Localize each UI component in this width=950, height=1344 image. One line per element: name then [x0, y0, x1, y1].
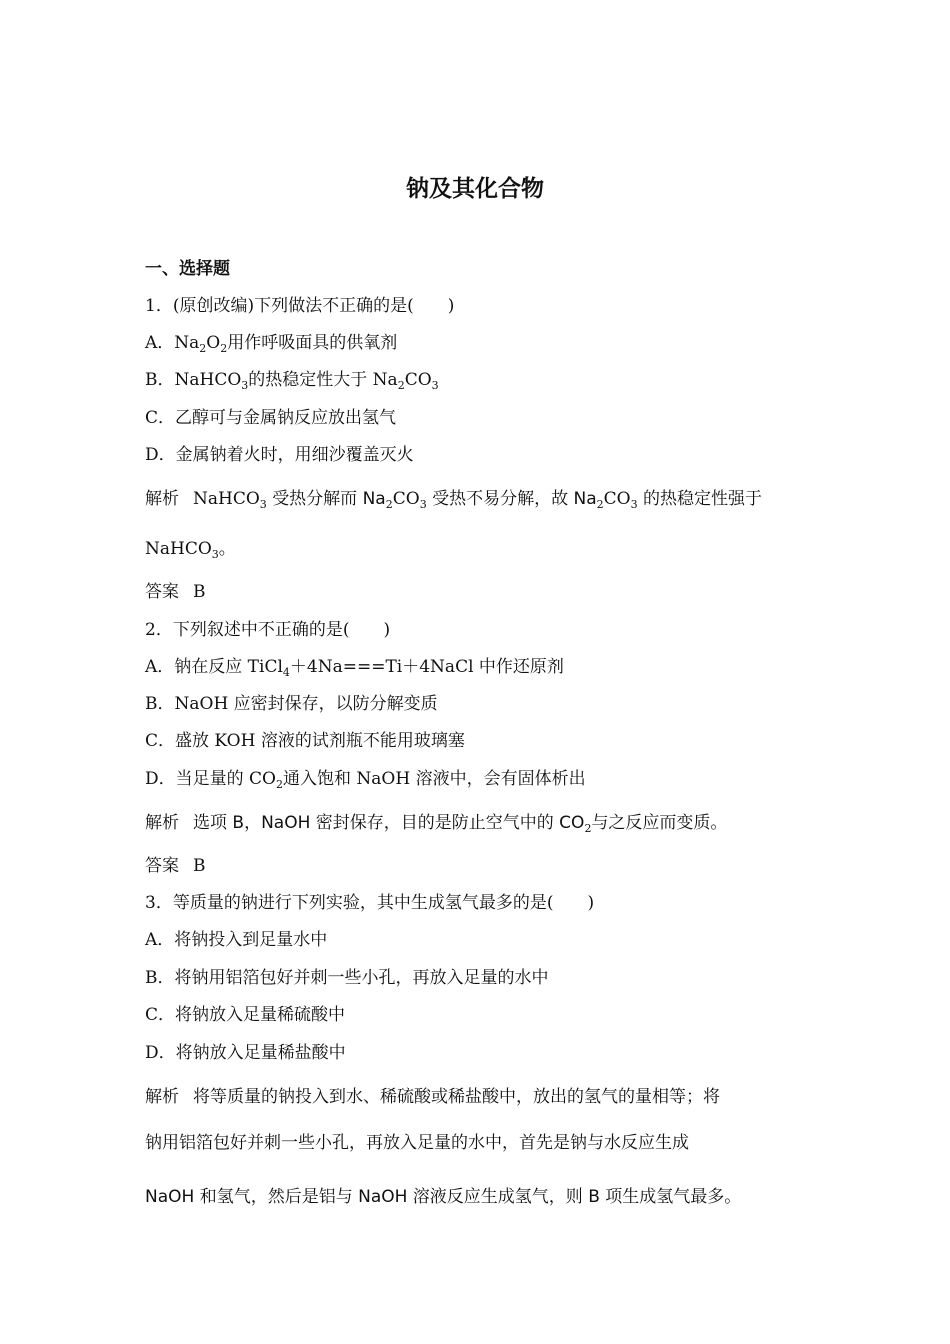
q3-option-b: B．将钠用铝箔包好并刺一些小孔，再放入足量的水中 [145, 968, 549, 988]
q2-option-c: C．盛放 KOH 溶液的试剂瓶不能用玻璃塞 [145, 731, 465, 751]
q1-analysis: 解析 NaHCO$_3$ 受热分解而 $Na_2CO_3$ 受热不易分解，故 $Na_2CO_3$ 的热稳定性强于 [145, 489, 762, 511]
analysis-label: 解析 [145, 1087, 179, 1107]
q1-option-a: A．$Na_2O_2$用作呼吸面具的供氧剂 [145, 333, 398, 355]
q1-answer: 答案 B [145, 582, 206, 602]
q2-answer: 答案 B [145, 856, 206, 876]
q3-option-a: A．将钠投入到足量水中 [145, 930, 328, 950]
q1-option-b: B．NaHCO$_3$的热稳定性大于 $Na_2CO_3$ [145, 370, 439, 392]
page-title: 钠及其化合物 [406, 176, 544, 202]
section-heading: 一、选择题 [145, 259, 230, 279]
q3-option-d: D．将钠放入足量稀盐酸中 [145, 1043, 346, 1063]
analysis-label: 解析 [145, 813, 179, 833]
q3-option-c: C．将钠放入足量稀硫酸中 [145, 1005, 346, 1025]
q1-option-c: C．乙醇可与金属钠反应放出氢气 [145, 408, 397, 428]
q2-option-d: D．当足量的 $CO_2$通入饱和 NaOH 溶液中，会有固体析出 [145, 769, 586, 791]
q2-option-b: B．NaOH 应密封保存，以防分解变质 [145, 694, 438, 714]
answer-label: 答案 [145, 856, 179, 876]
q3-analysis-line-2: 钠用铝箔包好并刺一些小孔，再放入足量的水中，首先是钠与水反应生成 [145, 1133, 689, 1153]
q1-analysis-cont: NaHCO$_3$。 [145, 539, 236, 561]
q1-option-d: D．金属钠着火时，用细沙覆盖灭火 [145, 445, 414, 465]
answer-label: 答案 [145, 582, 179, 602]
q3-stem: 3．等质量的钠进行下列实验，其中生成氢气最多的是( ) [145, 893, 595, 913]
q2-stem: 2．下列叙述中不正确的是( ) [145, 620, 391, 640]
analysis-label: 解析 [145, 489, 179, 509]
q2-analysis: 解析 选项 B，NaOH 密封保存，目的是防止空气中的 $CO_2$与之反应而变质。 [145, 813, 728, 835]
q3-analysis-line-3: NaOH 和氢气，然后是铝与 NaOH 溶液反应生成氢气，则 B 项生成氢气最多。 [145, 1187, 742, 1207]
q2-option-a: A．钠在反应 TiCl$_4$＋4Na===Ti＋4NaCl 中作还原剂 [145, 657, 564, 679]
q3-analysis: 解析 将等质量的钠投入到水、稀硫酸或稀盐酸中，放出的氢气的量相等；将 [145, 1087, 720, 1107]
q1-stem: 1．(原创改编)下列做法不正确的是( ) [145, 296, 455, 316]
